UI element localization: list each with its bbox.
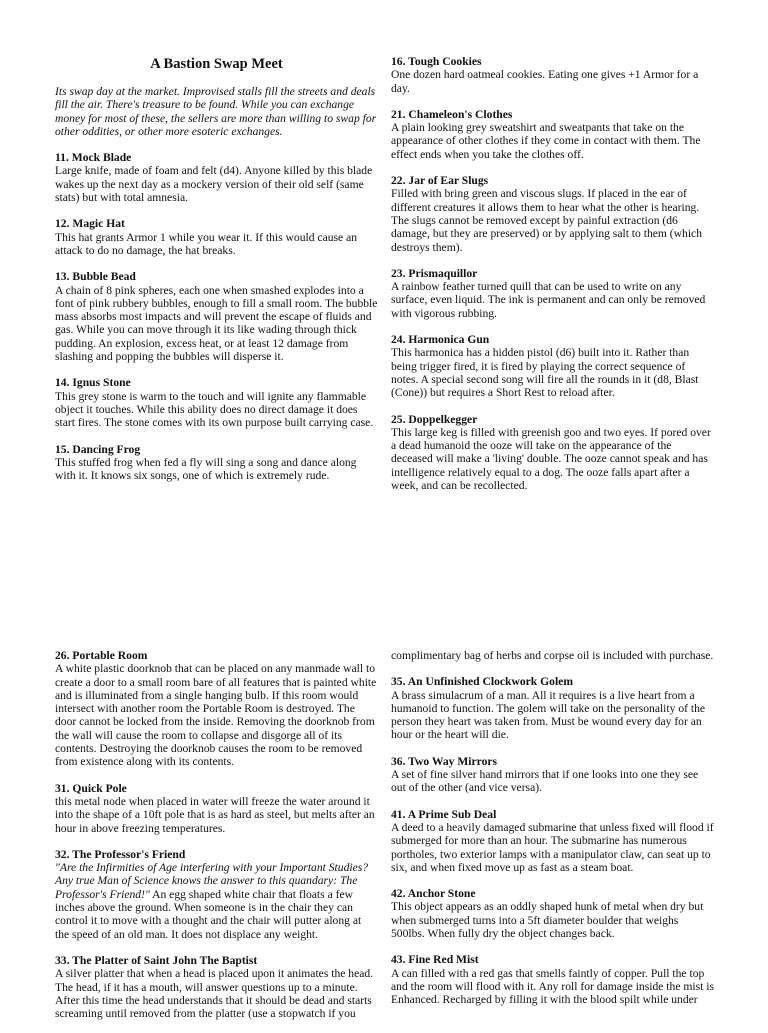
- list-item: [55, 217, 378, 257]
- list-item: [55, 376, 378, 429]
- item-description: This harmonica has a hidden pistol (d6) built into it. Rather than being trigger fired, it is fired by playing the correct sequence of notes. A special second song will fire all the rounds in it (d8, Blast (Cone)) but requires a Short Rest to reload after.: [391, 346, 699, 400]
- list-item: [391, 55, 714, 95]
- list-item: [55, 443, 378, 483]
- list-item: [391, 953, 714, 1006]
- item-title: 43. Fine Red Mist: [391, 953, 479, 967]
- item-title: 32. The Professor's Friend: [55, 847, 186, 861]
- item-description: A can filled with a red gas that smells faintly of copper. Pull the top and the room will flood with it. Any roll for damage inside the mist is Enhanced. Recharged by filling it with the blood spilt while under: [391, 966, 714, 1007]
- item-description: A set of fine silver hand mirrors that if one looks into one they see out of the other (and vice versa).: [391, 768, 699, 795]
- item-title: 23. Prismaquillor: [391, 266, 478, 280]
- column-4: [391, 649, 714, 1020]
- item-title: 42. Anchor Stone: [391, 887, 476, 901]
- item-quote: "Are the Infirmities of Age interfering with your Important Studies? Any true Man of Science knows the answer to this quandary: The Professor's Friend!": [55, 861, 369, 901]
- item-description: Filled with bring green and viscous slugs. If placed in the ear of different creatures it allows them to hear what the other is hearing. The slugs cannot be removed except by painful extraction (d6 damage, but they are preserved) or by applying salt to them (which destroys them).: [391, 187, 702, 254]
- item-title: 31. Quick Pole: [55, 781, 127, 795]
- intro-paragraph: Its swap day at the market. Improvised stalls fill the streets and deals fill the air. There's treasure to be found. While you can exchange money for most of these, the sellers are more than willing to swap for other oddities, or other more esoteric exchanges.: [55, 85, 377, 138]
- list-item: [391, 675, 714, 741]
- item-title: 12. Magic Hat: [55, 217, 125, 231]
- list-item: [391, 887, 714, 940]
- page-title: A Bastion Swap Meet: [150, 56, 283, 72]
- item-description: A silver platter that when a head is placed upon it animates the head. The head, if it has a mouth, will answer questions up to a minute. After this time the head understands that it should be dead and starts screaming until removed from the platter (use a stopwatch if you: [55, 967, 374, 1021]
- column-2: [391, 55, 714, 505]
- list-item: [391, 108, 714, 161]
- item-description: A rainbow feather turned quill that can be used to write on any surface, even liquid. The ink is permanent and can only be removed with vigorous rubbing.: [391, 280, 706, 320]
- item-description: A plain looking grey sweatshirt and sweatpants that take on the appearance of other clothes if they come in contact with them. The effect ends when you take the clothes off.: [391, 121, 701, 161]
- item-title: 35. An Unfinished Clockwork Golem: [391, 675, 573, 689]
- list-item: [55, 270, 378, 363]
- item-title: 36. Two Way Mirrors: [391, 754, 498, 768]
- item-description: this metal node when placed in water will freeze the water around it into the shape of a 10ft pole that is as hard as steel, but melts after an hour in above freezing temperatures.: [55, 794, 375, 835]
- item-title: 25. Doppelkegger: [391, 412, 478, 426]
- item-title: 13. Bubble Bead: [55, 270, 136, 284]
- list-item: [55, 848, 378, 941]
- item-description: This object appears as an oddly shaped hunk of metal when dry but when submerged turns into a 5ft diameter boulder that weighs 500lbs. When fully dry the object changes back.: [391, 900, 704, 941]
- item-title: 24. Harmonica Gun: [391, 333, 490, 347]
- item-title: 16. Tough Cookies: [391, 55, 482, 68]
- item-title: 11. Mock Blade: [55, 151, 132, 165]
- list-item: [391, 755, 714, 795]
- item-description: A brass simulacrum of a man. All it requires is a live heart from a humanoid to function. The golem will take on the personality of the person they heart was taken from. Must be wound every day for an hour or the heart will die.: [391, 688, 706, 742]
- item-description: Large knife, made of foam and felt (d4). Anyone killed by this blade wakes up the next day as a mockery version of their old self (same stats) but with total amnesia.: [55, 164, 373, 205]
- list-item: [391, 174, 714, 254]
- list-item: [55, 649, 378, 769]
- item-description: This large keg is filled with greenish goo and two eyes. If pored over a dead humanoid the ooze will take on the appearance of the deceased will make a 'living' double. The ooze cannot speak and has intelligence relatively equal to a dog. The ooze falls apart after a week, and can be recollected.: [391, 425, 711, 493]
- item-title: 15. Dancing Frog: [55, 442, 141, 456]
- list-item: [391, 413, 714, 493]
- item-title: 26. Portable Room: [55, 649, 148, 662]
- item-description: This hat grants Armor 1 while you wear it. If this would cause an attack to do no damage, the hat breaks.: [55, 230, 358, 257]
- item-title: 14. Ignus Stone: [55, 376, 131, 390]
- continued-text: complimentary bag of herbs and corpse oil is included with purchase.: [391, 649, 714, 662]
- item-description: A chain of 8 pink spheres, each one when smashed explodes into a font of pink rubbery bubbles, enough to fill a small room. The bubble mass absorbs most impacts and will prevent the escape of fluids and gas. While you can move through it its like wading through thick pudding. An explosion, excess heat, or at least 12 damage from slashing and popping the bubbles will disperse it.: [55, 283, 378, 364]
- list-item: [391, 808, 714, 874]
- item-description: [55, 861, 378, 941]
- item-description-text: An egg shaped white chair that floats a few inches above the ground. When someone is in the chair they can control it to move with a thought and the chair will putter along at the speed of an old man. It does not displace any weight.: [55, 887, 362, 941]
- column-3: [55, 649, 378, 1033]
- column-1: [55, 56, 378, 495]
- item-title: 22. Jar of Ear Slugs: [391, 174, 489, 188]
- item-title: 41. A Prime Sub Deal: [391, 807, 497, 821]
- item-title: 21. Chameleon's Clothes: [391, 107, 513, 121]
- item-description: A deed to a heavily damaged submarine that unless fixed will flood if submerged for more than an hour. The submarine has numerous portholes, two exterior lamps with a manipulator claw, can seat up to six, and when fixed move up as fast as a steam boat.: [391, 820, 714, 874]
- item-description: This stuffed frog when fed a fly will sing a song and dance along with it. It knows six songs, one of which is extremely rude.: [55, 455, 357, 483]
- list-item: [391, 333, 714, 399]
- item-description: One dozen hard oatmeal cookies. Eating one gives +1 Armor for a day.: [391, 68, 699, 95]
- list-item: [55, 954, 378, 1020]
- item-description: This grey stone is warm to the touch and will ignite any flammable object it touches. While this ability does no direct damage it does start fires. The stone comes with its own purpose built carrying case.: [55, 389, 374, 430]
- list-item: [391, 267, 714, 320]
- list-item: [55, 782, 378, 835]
- list-item: [55, 151, 378, 204]
- item-description: A white plastic doorknob that can be placed on any manmade wall to create a door to a small room bare of all features that is painted white and is illuminated from a single hanging bulb. If this room would intersect with another room the Portable Room is destroyed. The door cannot be locked from the inside. Removing the doorknob from the wall will cause the room to collapse and disgorge all of its contents. Destroying the doorknob causes the room to be removed from existence along with its contents.: [55, 662, 377, 769]
- item-title: 33. The Platter of Saint John The Baptist: [55, 953, 258, 967]
